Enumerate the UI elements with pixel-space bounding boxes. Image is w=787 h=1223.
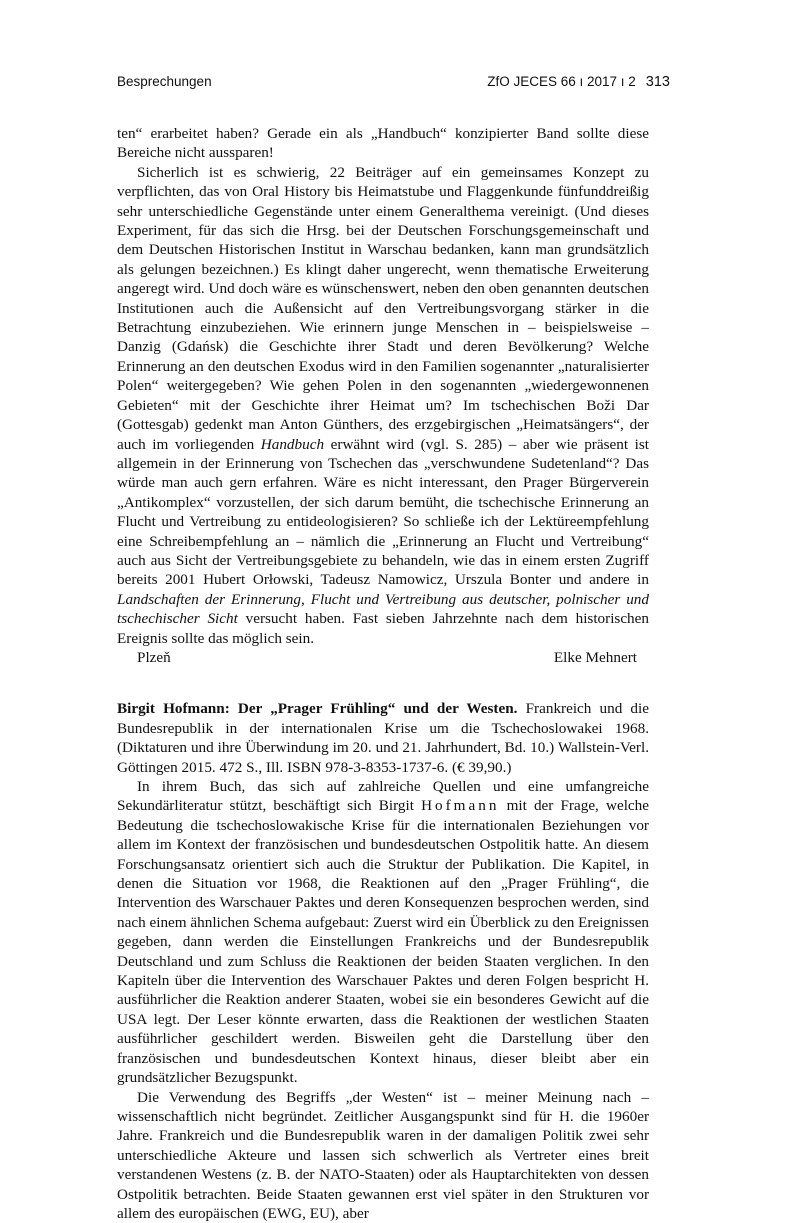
journal-info [487, 74, 670, 90]
review1-paragraph-2 [117, 163, 649, 648]
review2-title: Birgit Hofmann: Der „Prager Frühling“ und der Westen. [117, 700, 517, 717]
review2-paragraph-1 [117, 777, 649, 1088]
review2-paragraph-2: Die Verwendung des Begriffs „der Westen“ ist – meiner Meinung nach – wissenschaftlich nicht begründet. Zeitlicher Ausgangspunkt sind für H. die 1960er Jahre. Frankreich und die Bundesrepublik waren in der damaligen Politik zwei sehr unterschiedliche Akteure und lassen sich schwerlich als Vertreter eines breit verstandenen Westens (z. B. der NATO-Staaten) oder als Hauptarchitekten von dessen Ostpolitik betrachten. Beide Staaten gewannen erst viel später in den Strukturen vor allem des europäischen (EWG, EU), aber [117, 1088, 649, 1223]
review2-p1-text-b: mit der Frage, welche Bedeutung die tschechoslowakische Krise für die internationalen Beziehungen vor allem im Kontext der französischen und bundesdeutschen Ostpolitik hatte. An diesem Forschungsansatz orientiert sich auch die Struktur der Publikation. Die Kapitel, in denen die Situation vor 1968, die Reaktionen auf den „Prager Frühling“, die Intervention des Warschauer Paktes und deren Konsequenzen besprochen werden, sind nach einem ähnlichen Schema aufgebaut: Zuerst wird ein Überblick zu den Ereignissen gegeben, dann werden die Einstellungen Frankreichs und der Bundesrepublik Deutschland und zum Schluss die Reaktionen der beiden Staaten verglichen. In den Kapiteln über die Intervention des Warschauer Paktes und deren Folgen bespricht H. ausführlicher die Reaktion anderer Staaten, wobei sie ein besonderes Gewicht auf die USA legt. Der Leser könnte erwarten, dass die Reaktionen der westlichen Staaten ausführlicher geschildert werden. Bisweilen geht die Darstellung über den französischen und bundesdeutschen Kontext hinaus, dieser bleibt aber ein grundsätzlicher Bezugspunkt. [117, 797, 649, 1086]
review1-reviewer: Elke Mehnert [554, 648, 637, 667]
review1-p2-text-a: Sicherlich ist es schwierig, 22 Beiträger auf ein gemeinsames Konzept zu verpflichten, das von Oral History bis Heimatstube und Flaggenkunde fünfunddreißig sehr unterschiedliche Gegenstände unter einem Generalthema vereinigt. (Und dieses Experiment, für das sich die Hrsg. bei der Deutschen Forschungsgemeinschaft und dem Deutschen Historischen Institut in Warschau bedanken, kann man grundsätzlich als gelungen bezeichnen.) Es klingt daher ungerecht, wenn thematische Erweiterung angeregt wird. Und doch wäre es wünschenswert, neben den oben genannten deutschen Institutionen auch die Außensicht auf den Vertreibungsvorgang stärker in die Betrachtung einzubeziehen. Wie erinnern junge Menschen in – beispielsweise – Danzig (Gdańsk) die Geschichte ihrer Stadt und deren Bevölkerung? Welche Erinnerung an den deutschen Exodus wird in den Familien sogenannter „naturalisierter Polen“ weitergegeben? Wie gehen Polen in den sogenannten „wiedergewonnenen Gebieten“ mit der Geschichte ihrer Heimat um? Im tschechischen Boži Dar (Gottesgab) gedenkt man Anton Günthers, des erzgebirgischen „Heimatsängers“, der auch im vorliegenden [117, 164, 649, 453]
review1-p2-text-b: erwähnt wird (vgl. S. 285) – aber wie präsent ist allgemein in der Erinnerung von Tschechen das „verschwundene Sudetenland“? Das würde man auch gern erfahren. Wäre es nicht interessant, den Prager Bürgerverein „Antikomplex“ vorzustellen, der sich darum bemüht, die tschechische Erinnerung an Flucht und Vertreibung zu entideologisieren? So schließe ich der Lektüreempfehlung eine Schreibempfehlung an – nämlich die „Erinnerung an Flucht und Vertreibung“ auch aus Sicht der Vertreibungsgebiete zu behandeln, wie das in einem ersten Zugriff bereits 2001 Hubert Orłowski, Tadeusz Namowicz, Urszula Bonter und andere in [117, 436, 649, 589]
review2-bibliography [117, 699, 649, 777]
review1-place: Plzeň [137, 648, 171, 667]
page-body [117, 124, 649, 1223]
section-name: Besprechungen [117, 74, 212, 89]
review2-bibliographic-details: Frankreich und die Bundesrepublik in der internationalen Krise um die Tschechoslowakei 1968. (Diktaturen und ihre Überwindung im 20. und 21. Jahrhundert, Bd. 10.) Wallstein-Verl. Göttingen 2015. 472 S., Ill. ISBN 978-3-8353-1737-6. (€ 39,90.) [117, 700, 649, 775]
review1-signature [117, 648, 649, 667]
review2-author-name: Hofmann [421, 797, 499, 814]
review1-p2-italic-title: Landschaften der Erinnerung, Flucht und Vertreibung aus deutscher, polnischer und tschechischer Sicht [117, 591, 649, 627]
review2-p1-text-a: In ihrem Buch, das sich auf zahlreiche Quellen und eine umfangreiche Sekundärliteratur stützt, beschäftigt sich Birgit [117, 778, 649, 814]
journal-citation: ZfO JECES 66 ı 2017 ı 2 [487, 74, 636, 89]
page-number: 313 [646, 74, 670, 90]
running-header [117, 74, 670, 94]
review1-paragraph-1: ten“ erarbeitet haben? Gerade ein als „Handbuch“ konzipierter Band sollte diese Bereiche nicht aussparen! [117, 124, 649, 163]
review1-p2-italic-handbuch: Handbuch [261, 436, 324, 453]
review1-p2-text-c: versucht haben. Fast sieben Jahrzehnte nach dem historischen Ereignis sollte das möglich sein. [117, 610, 649, 646]
